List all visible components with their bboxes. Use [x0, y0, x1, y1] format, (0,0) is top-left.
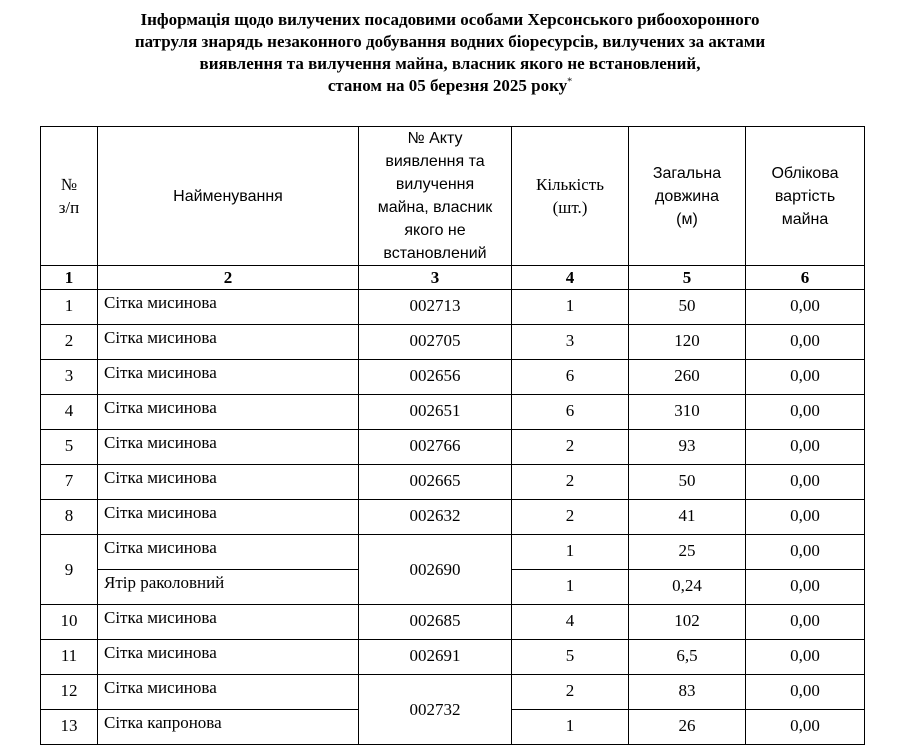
table-row [41, 360, 865, 395]
table-row [41, 430, 865, 465]
column-number: 1 [41, 266, 98, 290]
cell-no: 8 [41, 500, 98, 535]
cell-name: Сітка мисинова [98, 640, 359, 675]
cell-value: 0,00 [746, 675, 865, 710]
cell-no: 13 [41, 710, 98, 745]
cell-qty: 1 [512, 570, 629, 605]
cell-qty: 1 [512, 535, 629, 570]
table-row [41, 605, 865, 640]
header-act-line: майна, власник [377, 199, 493, 216]
header-act-line: вилучення [395, 176, 475, 193]
header-value-line: майна [781, 210, 829, 228]
cell-act: 002651 [359, 395, 512, 430]
table-row [41, 500, 865, 535]
cell-length: 260 [629, 360, 746, 395]
cell-qty: 6 [512, 395, 629, 430]
cell-name: Ятір раколовний [98, 570, 359, 605]
header-no-line: № [60, 175, 78, 194]
cell-no: 12 [41, 675, 98, 710]
cell-name: Сітка мисинова [98, 465, 359, 500]
cell-value: 0,00 [746, 430, 865, 465]
cell-name: Сітка мисинова [98, 500, 359, 535]
table-row [41, 290, 865, 325]
cell-value: 0,00 [746, 640, 865, 675]
cell-length: 41 [629, 500, 746, 535]
confiscated-gear-table [40, 126, 865, 745]
table-row [41, 395, 865, 430]
title-line: патруля знарядь незаконного добування водних біоресурсів, вилучених за актами [134, 32, 766, 51]
header-no [41, 127, 98, 266]
cell-act: 002691 [359, 640, 512, 675]
footnote-mark: * [567, 76, 573, 88]
header-length-line: (м) [676, 210, 698, 228]
cell-act: 002732 [359, 675, 512, 745]
table-row [41, 535, 865, 570]
header-act-line: № Акту [407, 130, 463, 147]
cell-no: 9 [41, 535, 98, 605]
header-value-line: Облікова [771, 164, 839, 182]
cell-length: 6,5 [629, 640, 746, 675]
cell-qty: 2 [512, 430, 629, 465]
cell-value: 0,00 [746, 395, 865, 430]
table-row [41, 465, 865, 500]
title-line: виявлення та вилучення майна, власник якого не встановлений, [199, 54, 701, 73]
document-title [0, 9, 900, 97]
cell-length: 25 [629, 535, 746, 570]
cell-qty: 2 [512, 500, 629, 535]
cell-value: 0,00 [746, 535, 865, 570]
cell-value: 0,00 [746, 710, 865, 745]
cell-length: 83 [629, 675, 746, 710]
cell-no: 1 [41, 290, 98, 325]
cell-name: Сітка капронова [98, 710, 359, 745]
cell-act: 002685 [359, 605, 512, 640]
cell-qty: 1 [512, 290, 629, 325]
cell-name: Сітка мисинова [98, 675, 359, 710]
column-number: 3 [359, 266, 512, 290]
cell-length: 0,24 [629, 570, 746, 605]
header-qty-line: (шт.) [552, 198, 588, 217]
cell-value: 0,00 [746, 605, 865, 640]
cell-name: Сітка мисинова [98, 605, 359, 640]
cell-act: 002632 [359, 500, 512, 535]
cell-no: 10 [41, 605, 98, 640]
cell-name: Сітка мисинова [98, 360, 359, 395]
cell-qty: 6 [512, 360, 629, 395]
cell-qty: 2 [512, 675, 629, 710]
header-act [359, 127, 512, 266]
cell-qty: 3 [512, 325, 629, 360]
cell-act: 002705 [359, 325, 512, 360]
cell-act: 002713 [359, 290, 512, 325]
cell-act: 002656 [359, 360, 512, 395]
cell-length: 102 [629, 605, 746, 640]
header-row [41, 127, 865, 266]
cell-no: 4 [41, 395, 98, 430]
table-row [41, 640, 865, 675]
title-line: Інформація щодо вилучених посадовими особами Херсонського рибоохоронного [140, 10, 760, 29]
cell-name: Сітка мисинова [98, 290, 359, 325]
cell-name: Сітка мисинова [98, 325, 359, 360]
cell-no: 5 [41, 430, 98, 465]
cell-no: 2 [41, 325, 98, 360]
cell-name: Сітка мисинова [98, 395, 359, 430]
title-line-text: станом на 05 березня 2025 року [327, 76, 568, 95]
header-length [629, 127, 746, 266]
cell-qty: 5 [512, 640, 629, 675]
header-no-line: з/п [58, 198, 80, 217]
header-value [746, 127, 865, 266]
cell-name: Сітка мисинова [98, 430, 359, 465]
column-number: 2 [98, 266, 359, 290]
header-act-line: встановлений [383, 245, 487, 262]
column-number: 4 [512, 266, 629, 290]
cell-length: 93 [629, 430, 746, 465]
cell-act: 002690 [359, 535, 512, 605]
header-length-line: Загальна [652, 164, 722, 182]
header-qty [512, 127, 629, 266]
cell-length: 50 [629, 290, 746, 325]
table-row [41, 325, 865, 360]
cell-qty: 4 [512, 605, 629, 640]
cell-value: 0,00 [746, 325, 865, 360]
cell-no: 7 [41, 465, 98, 500]
cell-length: 310 [629, 395, 746, 430]
cell-length: 50 [629, 465, 746, 500]
cell-act: 002766 [359, 430, 512, 465]
cell-value: 0,00 [746, 570, 865, 605]
header-act-line: якого не [404, 222, 466, 239]
header-name: Найменування [98, 127, 359, 266]
cell-value: 0,00 [746, 500, 865, 535]
cell-name: Сітка мисинова [98, 535, 359, 570]
column-number: 5 [629, 266, 746, 290]
header-value-line: вартість [774, 187, 836, 205]
header-act-line: виявлення та [385, 153, 485, 170]
cell-qty: 1 [512, 710, 629, 745]
cell-no: 3 [41, 360, 98, 395]
column-number-row [41, 266, 865, 290]
cell-value: 0,00 [746, 290, 865, 325]
column-number: 6 [746, 266, 865, 290]
cell-value: 0,00 [746, 465, 865, 500]
cell-value: 0,00 [746, 360, 865, 395]
cell-act: 002665 [359, 465, 512, 500]
cell-no: 11 [41, 640, 98, 675]
title-line [0, 75, 900, 97]
cell-length: 120 [629, 325, 746, 360]
cell-qty: 2 [512, 465, 629, 500]
header-qty-line: Кількість [535, 175, 604, 194]
header-length-line: довжина [655, 187, 719, 205]
cell-length: 26 [629, 710, 746, 745]
